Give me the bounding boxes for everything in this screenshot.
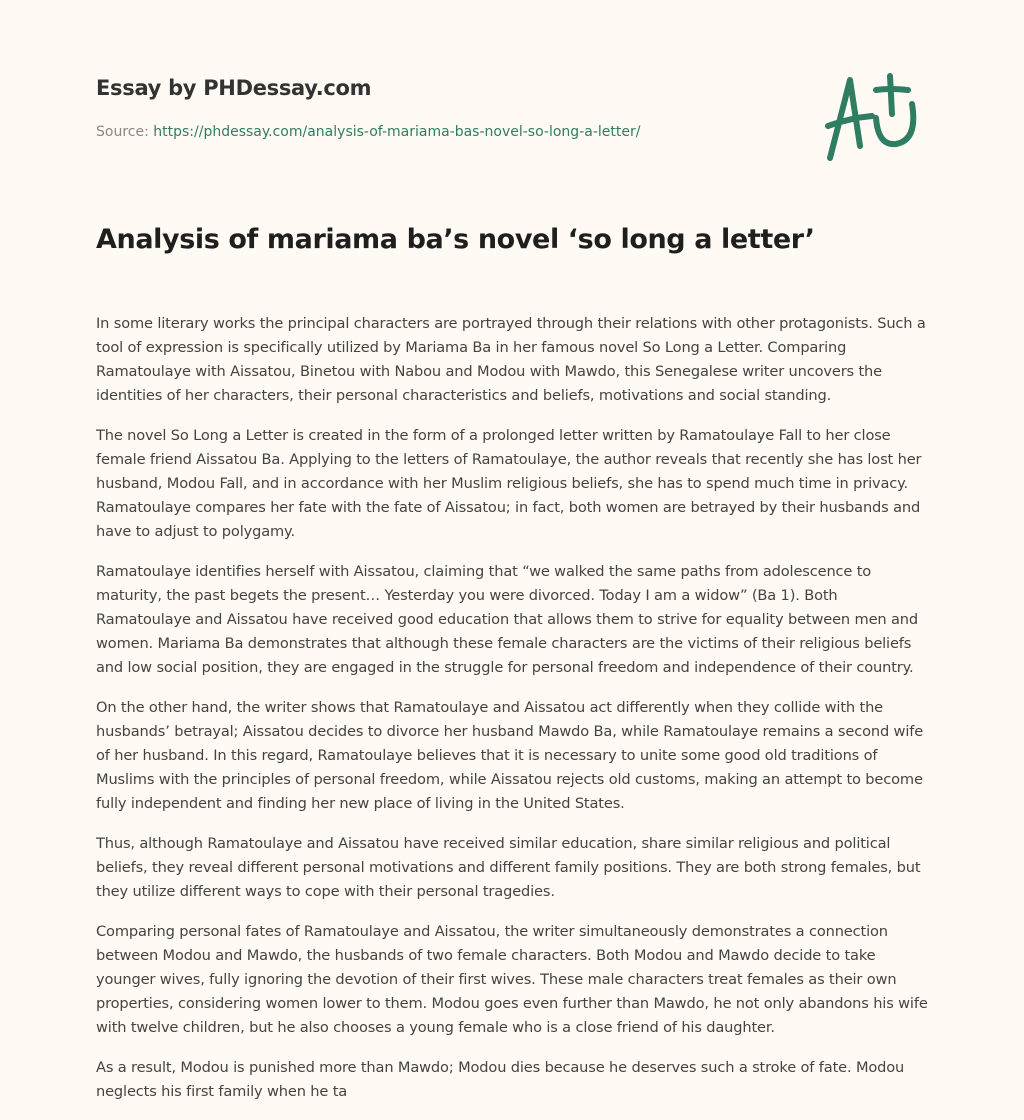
paragraph: On the other hand, the writer shows that Ramatoulaye and Aissatou act differently when they collide with the husbands’ betrayal; Aissatou decides to divorce her husband Mawdo Ba, while Ramatoulaye remains a second wife of her husband. In this regard, Ramatoulaye believes that it is necessary to unite some good old traditions of Muslims with the principles of personal freedom, while Aissatou rejects old customs, making an attempt to become fully independent and finding her new place of living in the United States. [96, 699, 924, 812]
a-plus-logo-icon [820, 68, 930, 168]
paragraph: Comparing personal fates of Ramatoulaye and Aissatou, the writer simultaneously demonstrates a connection between Modou and Mawdo, the husbands of two female characters. Both Modou and Mawdo decide to take younger wives, fully ignoring the devotion of their first wives. These male characters treat females as their own properties, considering women lower to them. Modou goes even further than Mawdo, he not only abandons his wife with twelve children, but he also chooses a young female who is a close friend of his daughter. [96, 923, 928, 1036]
paragraph: Ramatoulaye identifies herself with Aissatou, claiming that “we walked the same paths from adolescence to maturity, the past begets the present… Yesterday you were divorced. Today I am a widow” (Ba 1). Both Ramatoulaye and Aissatou have received good education that allows them to strive for equality between men and women. Mariama Ba demonstrates that although these female characters are the victims of their religious beliefs and low social position, they are engaged in the struggle for personal freedom and independence of their country. [96, 563, 918, 676]
site-brand: Essay by PHDessay.com [96, 76, 372, 100]
paragraph: The novel So Long a Letter is created in the form of a prolonged letter written by Ramatoulaye Fall to her close female friend Aissatou Ba. Applying to the letters of Ramatoulaye, the author reveals that recently she has lost her husband, Modou Fall, and in accordance with her Muslim religious beliefs, she has to spend much time in privacy. Ramatoulaye compares her fate with the fate of Aissatou; in fact, both women are betrayed by their husbands and have to adjust to polygamy. [96, 427, 922, 540]
paragraph: Thus, although Ramatoulaye and Aissatou have received similar education, share similar religious and political beliefs, they reveal different personal motivations and different family positions. They are both strong females, but they utilize different ways to cope with their personal tragedies. [96, 835, 921, 900]
source-link[interactable]: https://phdessay.com/analysis-of-mariama-bas-novel-so-long-a-letter/ [153, 124, 641, 140]
source-label: Source: [96, 124, 154, 140]
paragraph: As a result, Modou is punished more than Mawdo; Modou dies because he deserves such a stroke of fate. Modou neglects his first family when he ta [96, 1059, 905, 1100]
article-title: Analysis of mariama ba’s novel ‘so long a letter’ [96, 224, 815, 255]
source-line [96, 124, 640, 140]
article-body [96, 312, 932, 1120]
paragraph: In some literary works the principal characters are portrayed through their relations with other protagonists. Such a tool of expression is specifically utilized by Mariama Ba in her famous novel So Long a Letter. Comparing Ramatoulaye with Aissatou, Binetou with Nabou and Modou with Mawdo, this Senegalese writer uncovers the identities of her characters, their personal characteristics and beliefs, motivations and social standing. [96, 315, 926, 404]
